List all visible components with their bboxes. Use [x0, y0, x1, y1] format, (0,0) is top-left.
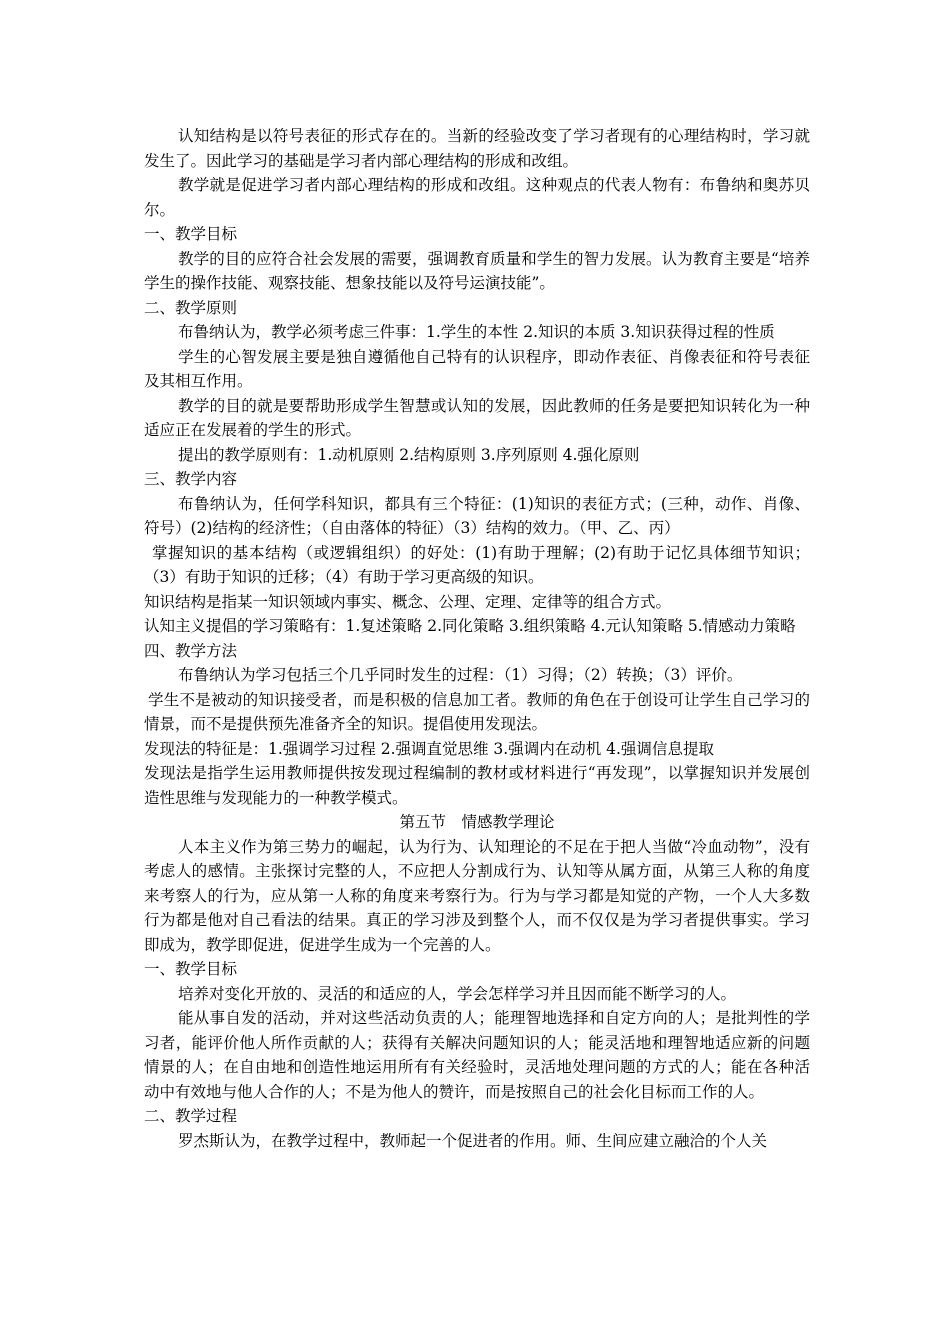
paragraph: 人本主义作为第三势力的崛起，认为行为、认知理论的不足在于把人当做“冷血动物”，没有考虑人的感情。主张探讨完整的人，不应把人分割成行为、认知等从属方面，从第三人称的角度来考察人的行为，应从第一人称的角度来考察行为。行为与学习都是知觉的产物，一个人大多数行为都是他对自己看法的结果。真正的学习涉及到整个人，而不仅仅是为学习者提供事实。学习即成为，教学即促进，促进学生成为一个完善的人。 — [144, 837, 810, 954]
paragraph: 发现法的特征是：1.强调学习过程 2.强调直觉思维 3.强调内在动机 4.强调信息提取 — [144, 739, 714, 758]
paragraph: 布鲁纳认为学习包括三个几乎同时发生的过程：（1）习得；（2）转换；（3）评价。 — [178, 666, 743, 684]
paragraph: 学生不是被动的知识接受者，而是积极的信息加工者。教师的角色在于创设可让学生自己学习的情景，而不是提供预先准备齐全的知识。提倡使用发现法。 — [144, 690, 810, 733]
paragraph: 罗杰斯认为，在教学过程中，教师起一个促进者的作用。师、生间应建立融洽的个人关 — [178, 1131, 768, 1150]
section-heading: 一、教学目标 — [144, 960, 238, 978]
section-heading: 二、教学过程 — [144, 1107, 238, 1125]
paragraph: 教学的目的应符合社会发展的需要，强调教育质量和学生的智力发展。认为教育主要是“培养学生的操作技能、观察技能、想象技能以及符号运演技能”。 — [144, 249, 810, 292]
section-heading: 一、教学目标 — [144, 225, 238, 243]
paragraph: 认知结构是以符号表征的形式存在的。当新的经验改变了学习者现有的心理结构时，学习就发生了。因此学习的基础是学习者内部心理结构的形成和改组。 — [144, 127, 810, 170]
paragraph: 认知主义提倡的学习策略有：1.复述策略 2.同化策略 3.组织策略 4.元认知策略 5.情感动力策略 — [144, 617, 796, 635]
paragraph: 教学就是促进学习者内部心理结构的形成和改组。这种观点的代表人物有：布鲁纳和奥苏贝尔。 — [144, 176, 810, 219]
section-heading: 二、教学原则 — [144, 298, 238, 317]
paragraph: 布鲁纳认为，任何学科知识，都具有三个特征：(1)知识的表征方式；(三种，动作、肖像、符号）(2)结构的经济性；（自由落体的特征）（3）结构的效力。（甲、乙、丙） — [144, 494, 810, 537]
paragraph: 掌握知识的基本结构（或逻辑组织）的好处：(1)有助于理解；(2)有助于记忆具体细节知识；（3）有助于知识的迁移；（4）有助于学习更高级的知识。 — [144, 543, 810, 586]
paragraph: 能从事自发的活动，并对这些活动负责的人；能理智地选择和自定方向的人；是批判性的学习者，能评价他人所作贡献的人；获得有关解决问题知识的人；能灵活地和理智地适应新的问题情景的人；在自由地和创造性地运用所有有关经验时，灵活地处理问题的方式的人；能在各种活动中有效地与他人合作的人；不是为他人的赞许，而是按照自己的社会化目标而工作的人。 — [144, 1009, 810, 1101]
paragraph: 知识结构是指某一知识领域内事实、概念、公理、定理、定律等的组合方式。 — [144, 592, 672, 611]
paragraph: 培养对变化开放的、灵活的和适应的人，学会怎样学习并且因而能不断学习的人。 — [178, 984, 737, 1003]
chapter-section-title: 第五节 情感教学理论 — [399, 813, 555, 831]
section-heading: 三、教学内容 — [144, 470, 238, 488]
paragraph: 布鲁纳认为，教学必须考虑三件事：1.学生的本性 2.知识的本质 3.知识获得过程的性质 — [178, 323, 775, 341]
paragraph: 提出的教学原则有：1.动机原则 2.结构原则 3.序列原则 4.强化原则 — [178, 445, 640, 464]
paragraph: 教学的目的就是要帮助形成学生智慧或认知的发展，因此教师的任务是要把知识转化为一种适应正在发展着的学生的形式。 — [144, 396, 810, 439]
paragraph: 发现法是指学生运用教师提供按发现过程编制的教材或材料进行“再发现”，以掌握知识并发展创造性思维与发现能力的一种教学模式。 — [144, 764, 810, 807]
document-body — [144, 124, 810, 1153]
section-heading: 四、教学方法 — [144, 641, 238, 660]
paragraph: 学生的心智发展主要是独自遵循他自己特有的认识程序，即动作表征、肖像表征和符号表征及其相互作用。 — [144, 347, 810, 390]
